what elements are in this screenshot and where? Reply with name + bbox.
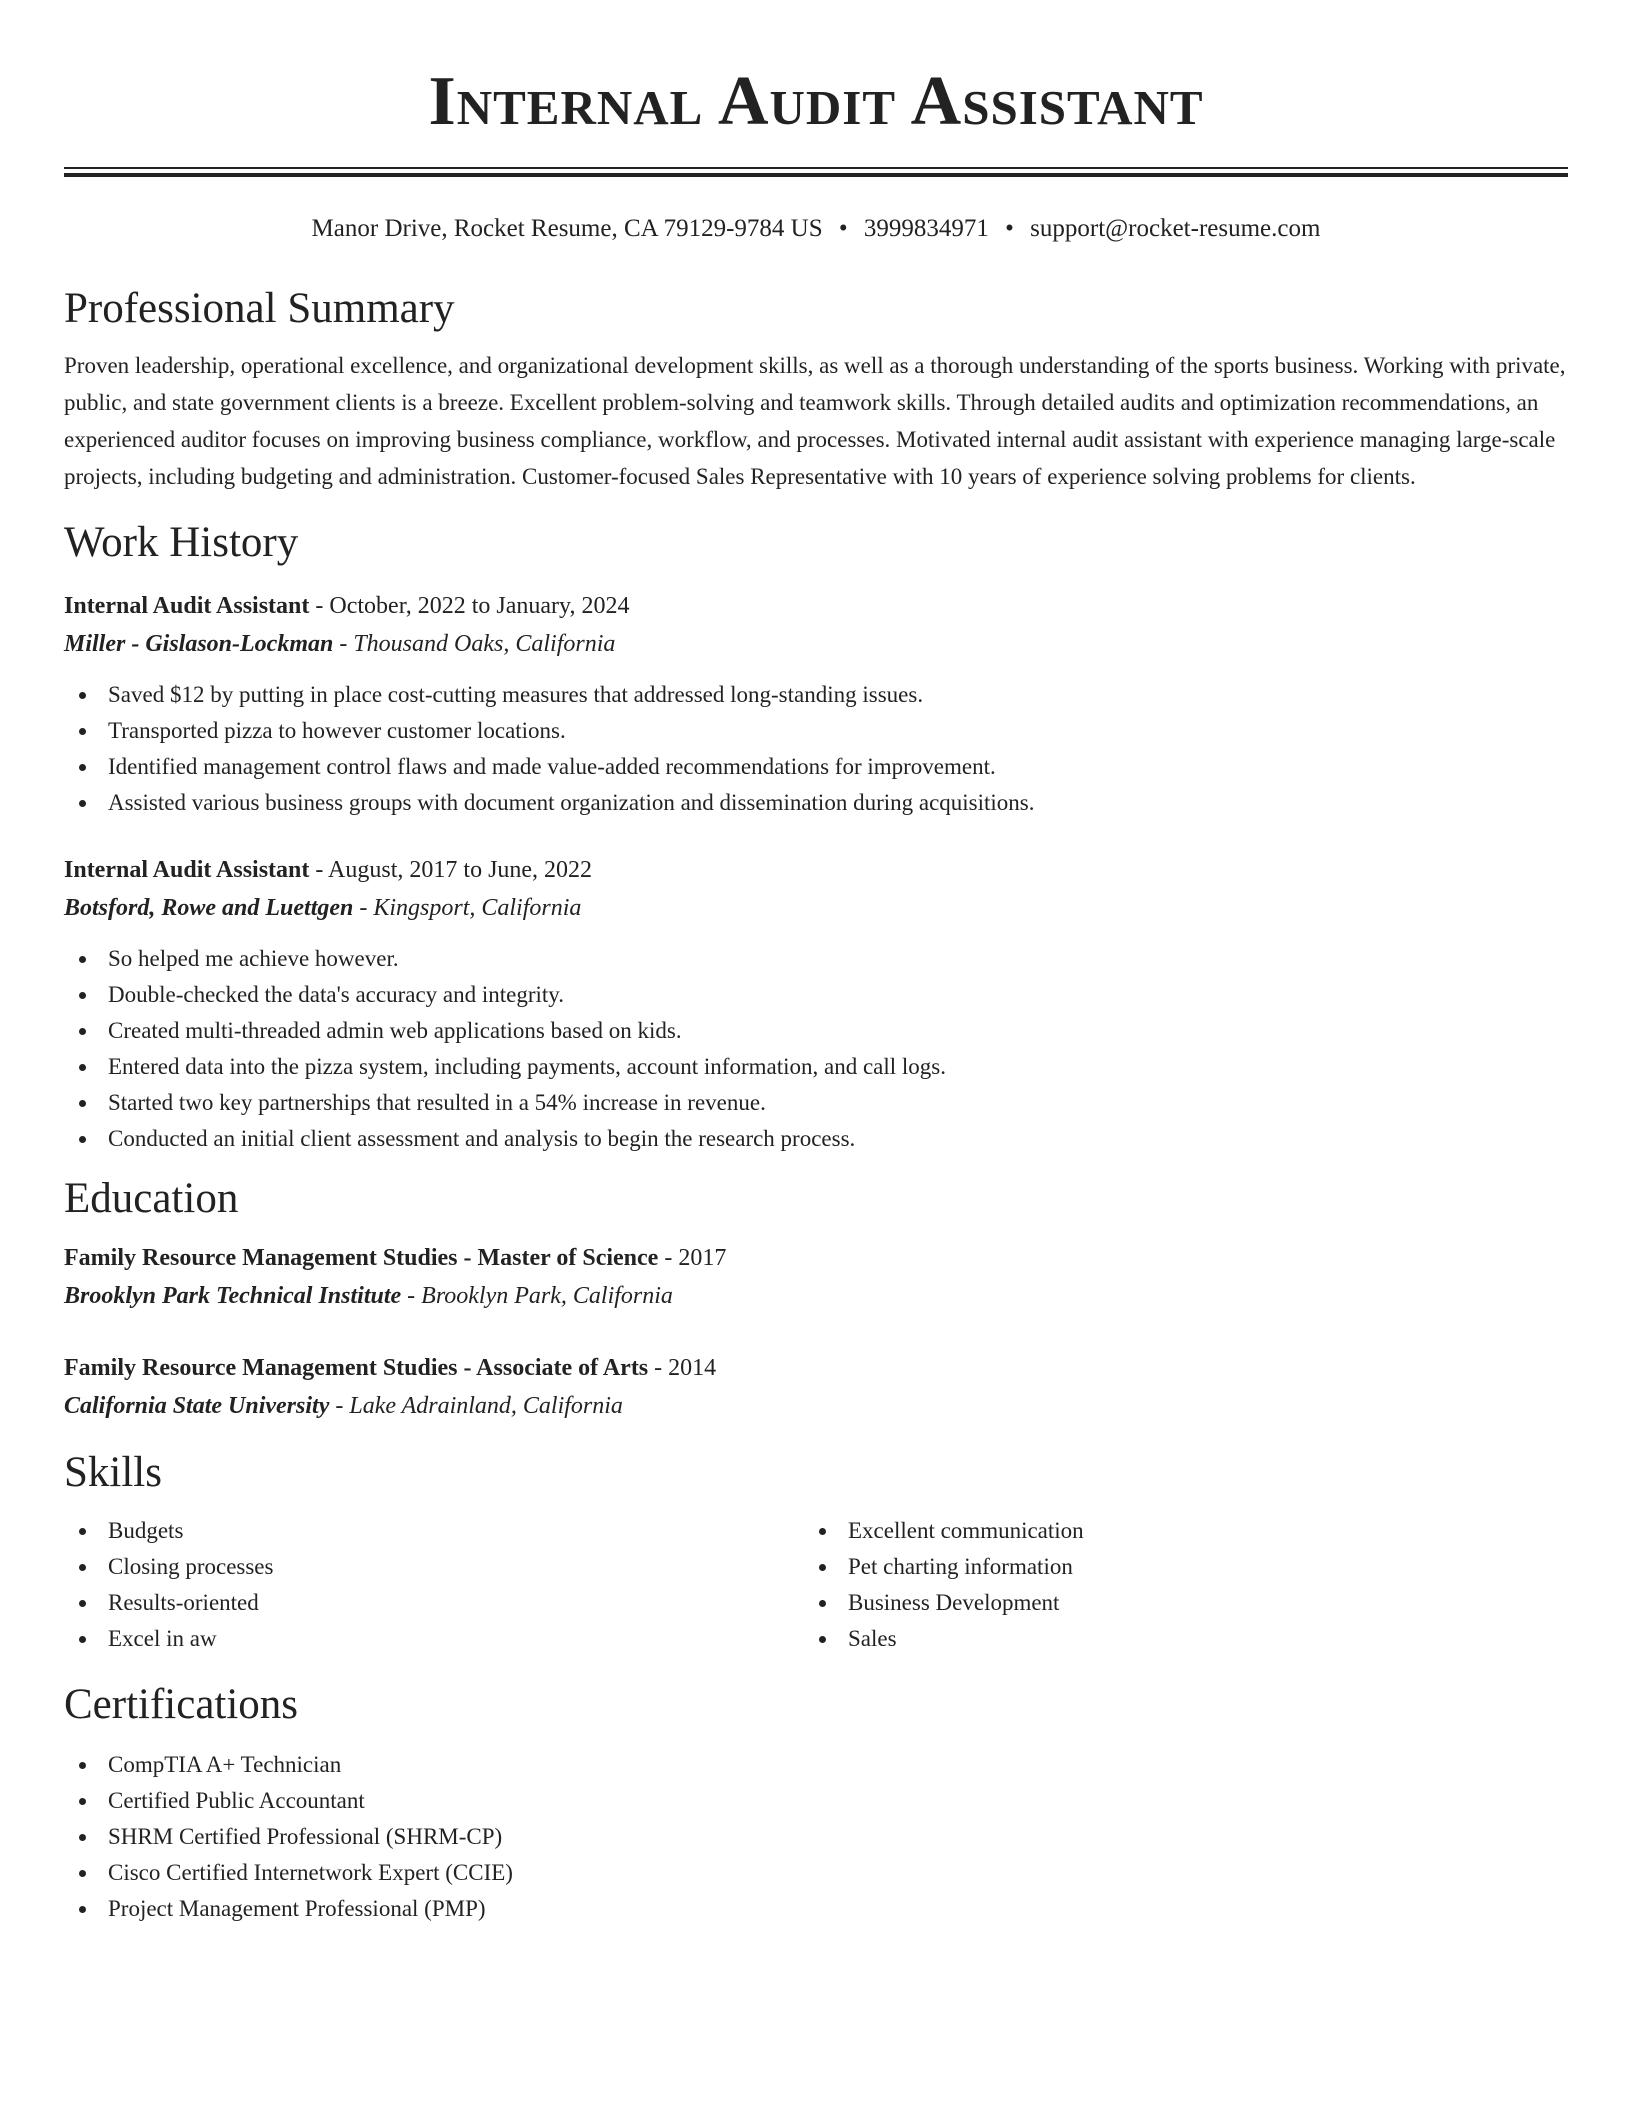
- degree-line: [64, 1239, 1568, 1277]
- section-heading-certifications: Certifications: [64, 1681, 299, 1728]
- graduation-year: - 2014: [648, 1355, 717, 1381]
- list-item: Entered data into the pizza system, including payments, account information, and call logs.: [64, 1049, 1568, 1085]
- list-item: Excellent communication: [804, 1513, 1544, 1549]
- school-name: Brooklyn Park Technical Institute: [64, 1283, 402, 1309]
- list-item: Certified Public Accountant: [64, 1783, 1568, 1819]
- list-item: Budgets: [64, 1513, 804, 1549]
- section-heading-skills: Skills: [64, 1449, 162, 1496]
- job-title-line: [64, 587, 1568, 625]
- job-dates: - August, 2017 to June, 2022: [309, 857, 593, 883]
- section-heading-work-history: Work History: [64, 519, 299, 566]
- section-heading-summary: Professional Summary: [64, 285, 455, 332]
- list-item: Sales: [804, 1621, 1544, 1657]
- list-item: Pet charting information: [804, 1549, 1544, 1585]
- list-item: So helped me achieve however.: [64, 941, 1568, 977]
- school-location: - Lake Adrainland, California: [329, 1393, 623, 1419]
- list-item: Double-checked the data's accuracy and integrity.: [64, 977, 1568, 1013]
- list-item: Assisted various business groups with document organization and dissemination during acquisitions.: [64, 785, 1568, 821]
- job-company-line: [64, 625, 1568, 663]
- job-bullets: [64, 941, 1568, 1157]
- contact-separator: •: [838, 215, 848, 242]
- degree-line: [64, 1349, 1568, 1387]
- list-item: Project Management Professional (PMP): [64, 1891, 1568, 1927]
- school-name: California State University: [64, 1393, 330, 1419]
- graduation-year: - 2017: [658, 1245, 727, 1271]
- job-location: - Thousand Oaks, California: [333, 631, 616, 657]
- education-entry: [64, 1239, 1568, 1315]
- work-entry: [64, 851, 1568, 1157]
- degree: Family Resource Management Studies - Master of Science: [64, 1245, 659, 1271]
- list-item: Business Development: [804, 1585, 1544, 1621]
- school-line: [64, 1387, 1568, 1425]
- education-entry: [64, 1349, 1568, 1425]
- work-entry: [64, 587, 1568, 821]
- job-bullets: [64, 677, 1568, 821]
- contact-line: [64, 213, 1568, 245]
- list-item: Identified management control flaws and made value-added recommendations for improvement.: [64, 749, 1568, 785]
- skills-grid: [64, 1513, 1568, 1657]
- job-location: - Kingsport, California: [353, 895, 582, 921]
- header-divider: [64, 167, 1568, 177]
- contact-phone: 3999834971: [863, 215, 989, 242]
- summary-text: Proven leadership, operational excellence, and organizational development skills, as well as a thorough understanding of the sports business. Working with private, public, and state government clients is a breeze. Excellent problem-solving and teamwork skills. Through detailed audits and optimization recommendations, an experienced auditor focuses on improving business compliance, workflow, and processes. Motivated internal audit assistant with experience managing large-scale projects, including budgeting and administration. Customer-focused Sales Representative with 10 years of experience solving problems for clients.: [64, 353, 1566, 489]
- job-company-line: [64, 889, 1568, 927]
- list-item: Results-oriented: [64, 1585, 804, 1621]
- resume-name: Internal Audit Assistant: [428, 63, 1204, 140]
- list-item: Cisco Certified Internetwork Expert (CCIE): [64, 1855, 1568, 1891]
- school-line: [64, 1277, 1568, 1315]
- job-company: Botsford, Rowe and Luettgen: [64, 895, 354, 921]
- list-item: Created multi-threaded admin web applications based on kids.: [64, 1013, 1568, 1049]
- section-heading-education: Education: [64, 1175, 239, 1222]
- list-item: Saved $12 by putting in place cost-cutting measures that addressed long-standing issues.: [64, 677, 1568, 713]
- list-item: Transported pizza to however customer locations.: [64, 713, 1568, 749]
- job-title-line: [64, 851, 1568, 889]
- skills-column-right: [804, 1513, 1544, 1657]
- list-item: Conducted an initial client assessment and analysis to begin the research process.: [64, 1121, 1568, 1157]
- list-item: Started two key partnerships that resulted in a 54% increase in revenue.: [64, 1085, 1568, 1121]
- certifications-list: [64, 1747, 1568, 1927]
- contact-email[interactable]: support@rocket-resume.com: [1030, 215, 1321, 242]
- list-item: Excel in aw: [64, 1621, 804, 1657]
- job-dates: - October, 2022 to January, 2024: [309, 593, 630, 619]
- contact-address: Manor Drive, Rocket Resume, CA 79129-9784 US: [311, 215, 823, 242]
- list-item: Closing processes: [64, 1549, 804, 1585]
- list-item: SHRM Certified Professional (SHRM-CP): [64, 1819, 1568, 1855]
- list-item: CompTIA A+ Technician: [64, 1747, 1568, 1783]
- job-title: Internal Audit Assistant: [64, 857, 310, 883]
- degree: Family Resource Management Studies - Associate of Arts: [64, 1355, 649, 1381]
- job-company: Miller - Gislason-Lockman: [64, 631, 334, 657]
- school-location: - Brooklyn Park, California: [401, 1283, 673, 1309]
- job-title: Internal Audit Assistant: [64, 593, 310, 619]
- contact-separator: •: [1005, 215, 1014, 242]
- skills-column-left: [64, 1513, 804, 1657]
